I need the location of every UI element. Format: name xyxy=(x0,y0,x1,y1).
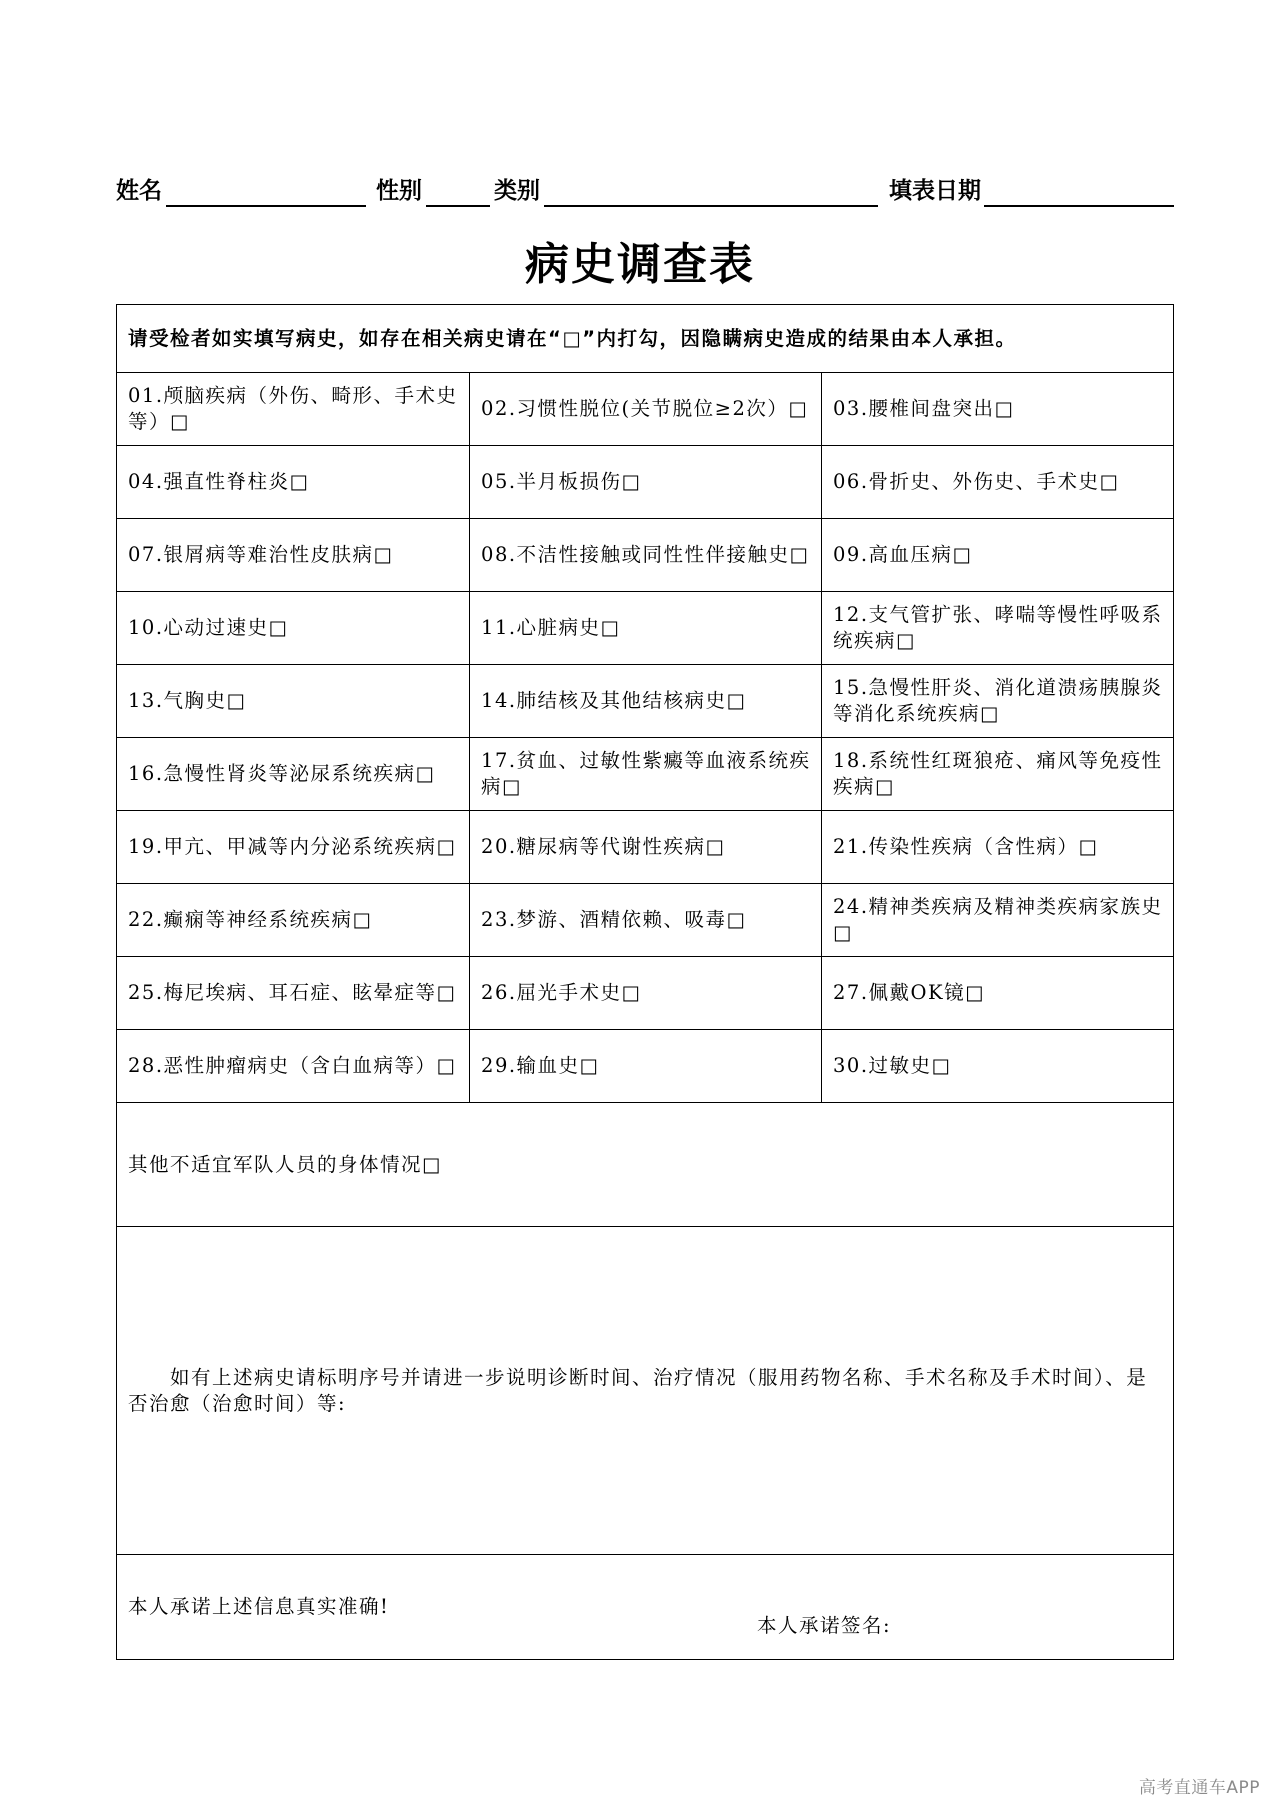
detail-prompt: 如有上述病史请标明序号并请进一步说明诊断时间、治疗情况（服用药物名称、手术名称及手术时间）、是否治愈（治愈时间）等: xyxy=(128,1365,1148,1415)
item-checkbox-cell[interactable]: 26.屈光手术史□ xyxy=(470,957,822,1030)
pledge-cell xyxy=(117,1555,1174,1660)
signature-field[interactable]: 本人承诺签名: xyxy=(757,1614,892,1637)
item-checkbox-cell[interactable]: 11.心脏病史□ xyxy=(470,592,822,665)
item-checkbox-cell[interactable]: 04.强直性脊柱炎□ xyxy=(117,446,470,519)
table-row xyxy=(117,665,1174,738)
item-checkbox-cell[interactable]: 30.过敏史□ xyxy=(822,1030,1174,1103)
pledge-statement: 本人承诺上述信息真实准确! xyxy=(128,1595,390,1618)
item-checkbox-cell[interactable]: 29.输血史□ xyxy=(470,1030,822,1103)
name-field[interactable] xyxy=(166,205,366,207)
item-checkbox-cell[interactable]: 27.佩戴OK镜□ xyxy=(822,957,1174,1030)
item-checkbox-cell[interactable]: 18.系统性红斑狼疮、痛风等免疫性疾病□ xyxy=(822,738,1174,811)
item-checkbox-cell[interactable]: 02.习惯性脱位(关节脱位≥2次）□ xyxy=(470,373,822,446)
detail-cell[interactable] xyxy=(117,1227,1174,1555)
pledge-row xyxy=(117,1555,1174,1660)
table-row xyxy=(117,519,1174,592)
instruction-text: 请受检者如实填写病史，如存在相关病史请在“□”内打勾，因隐瞒病史造成的结果由本人承担。 xyxy=(117,305,1174,373)
date-field[interactable] xyxy=(984,205,1174,207)
table-row xyxy=(117,811,1174,884)
item-checkbox-cell[interactable]: 06.骨折史、外伤史、手术史□ xyxy=(822,446,1174,519)
item-checkbox-cell[interactable]: 05.半月板损伤□ xyxy=(470,446,822,519)
category-field[interactable] xyxy=(544,205,878,207)
other-conditions-row xyxy=(117,1103,1174,1227)
item-checkbox-cell[interactable]: 25.梅尼埃病、耳石症、眩晕症等□ xyxy=(117,957,470,1030)
item-checkbox-cell[interactable]: 01.颅脑疾病（外伤、畸形、手术史等）□ xyxy=(117,373,470,446)
table-row xyxy=(117,957,1174,1030)
item-checkbox-cell[interactable]: 07.银屑病等难治性皮肤病□ xyxy=(117,519,470,592)
table-row xyxy=(117,446,1174,519)
item-checkbox-cell[interactable]: 16.急慢性肾炎等泌尿系统疾病□ xyxy=(117,738,470,811)
detail-row xyxy=(117,1227,1174,1555)
name-label: 姓名 xyxy=(116,178,162,204)
item-checkbox-cell[interactable]: 12.支气管扩张、哮喘等慢性呼吸系统疾病□ xyxy=(822,592,1174,665)
medical-history-table xyxy=(116,304,1174,1660)
gender-field[interactable] xyxy=(426,205,490,207)
item-checkbox-cell[interactable]: 20.糖尿病等代谢性疾病□ xyxy=(470,811,822,884)
item-checkbox-cell[interactable]: 10.心动过速史□ xyxy=(117,592,470,665)
item-checkbox-cell[interactable]: 09.高血压病□ xyxy=(822,519,1174,592)
item-checkbox-cell[interactable]: 22.癫痫等神经系统疾病□ xyxy=(117,884,470,957)
table-row xyxy=(117,884,1174,957)
instruction-row xyxy=(117,305,1174,373)
item-checkbox-cell[interactable]: 19.甲亢、甲减等内分泌系统疾病□ xyxy=(117,811,470,884)
header-fields xyxy=(116,176,1174,210)
item-checkbox-cell[interactable]: 21.传染性疾病（含性病）□ xyxy=(822,811,1174,884)
item-checkbox-cell[interactable]: 23.梦游、酒精依赖、吸毒□ xyxy=(470,884,822,957)
gender-label: 性别 xyxy=(376,178,422,204)
table-row xyxy=(117,373,1174,446)
category-label: 类别 xyxy=(494,178,540,204)
item-checkbox-cell[interactable]: 24.精神类疾病及精神类疾病家族史□ xyxy=(822,884,1174,957)
item-checkbox-cell[interactable]: 13.气胸史□ xyxy=(117,665,470,738)
item-checkbox-cell[interactable]: 08.不洁性接触或同性性伴接触史□ xyxy=(470,519,822,592)
table-row xyxy=(117,592,1174,665)
app-watermark: 高考直通车APP xyxy=(1138,1778,1260,1798)
other-conditions-label: 其他不适宜军队人员的身体情况□ xyxy=(128,1152,442,1176)
other-conditions-cell[interactable] xyxy=(117,1103,1174,1227)
document-title: 病史调查表 xyxy=(525,239,755,290)
item-checkbox-cell[interactable]: 14.肺结核及其他结核病史□ xyxy=(470,665,822,738)
item-checkbox-cell[interactable]: 17.贫血、过敏性紫癜等血液系统疾病□ xyxy=(470,738,822,811)
item-checkbox-cell[interactable]: 28.恶性肿瘤病史（含白血病等）□ xyxy=(117,1030,470,1103)
table-row xyxy=(117,1030,1174,1103)
date-label: 填表日期 xyxy=(889,178,981,204)
table-row xyxy=(117,738,1174,811)
item-checkbox-cell[interactable]: 03.腰椎间盘突出□ xyxy=(822,373,1174,446)
item-checkbox-cell[interactable]: 15.急慢性肝炎、消化道溃疡胰腺炎等消化系统疾病□ xyxy=(822,665,1174,738)
